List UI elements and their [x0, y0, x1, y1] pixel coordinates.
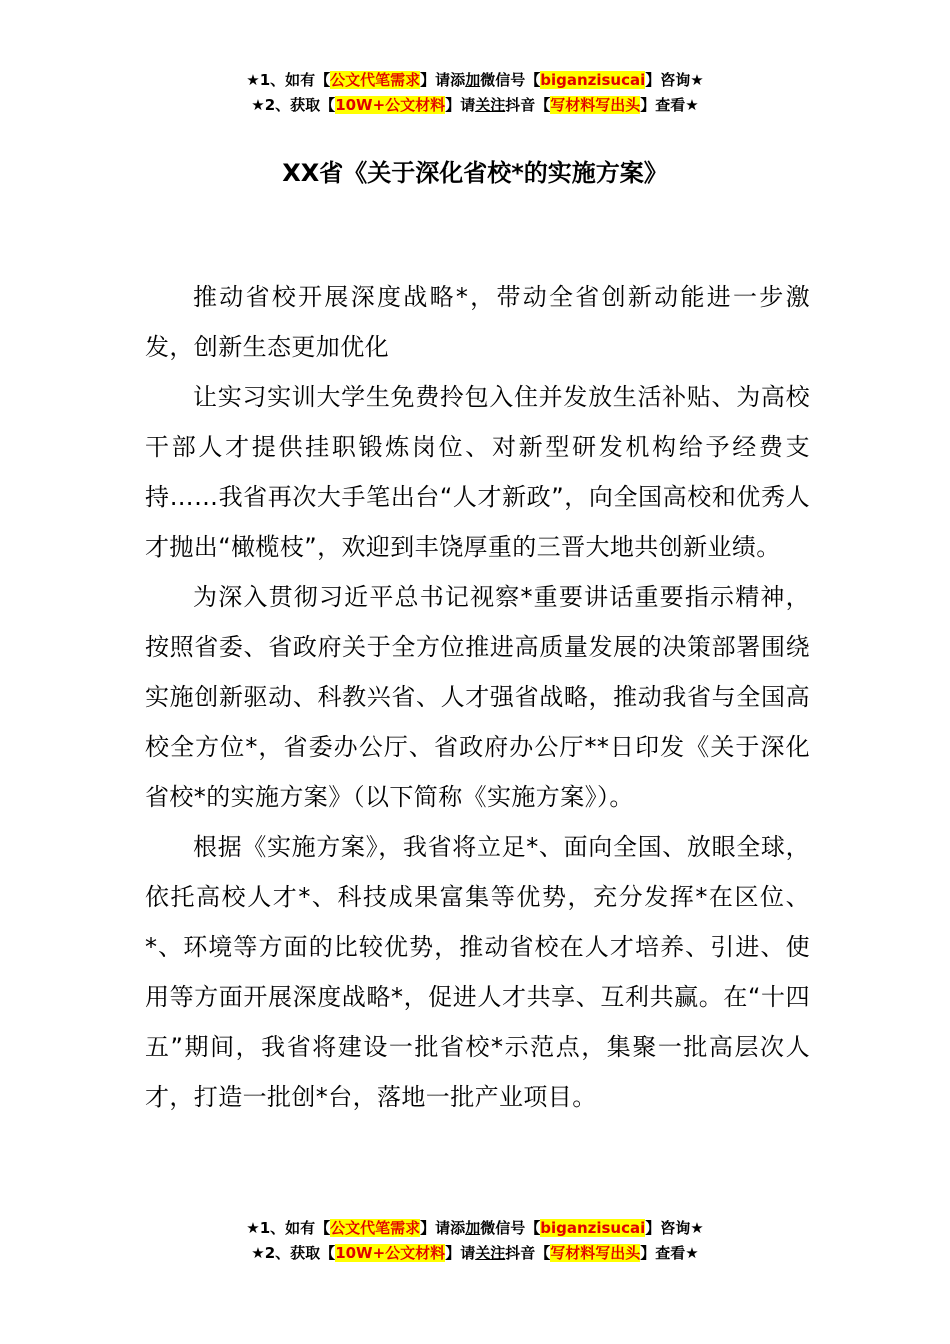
banner-line-2: ★2、获取【10W+公文材料】请关注抖音【写材料写出头】查看★ — [251, 96, 699, 114]
highlight-douyin-account: 写材料写出头 — [550, 1244, 641, 1262]
highlight-materials: 10W+公文材料 — [335, 96, 446, 114]
document-title: XX省《关于深化省校*的实施方案》 — [282, 159, 668, 187]
highlight-wechat-id: biganzisucai — [540, 71, 646, 89]
paragraph: 让实习实训大学生免费拎包入住并发放生活补贴、为高校干部人才提供挂职锻炼岗位、对新型研发机构给予经费支持……我省再次大手笔出台“人才新政”，向全国高校和优秀人才抛出“橄榄枝”，欢迎到丰饶厚重的三晋大地共创新业绩。 — [145, 383, 810, 561]
highlight-service: 公文代笔需求 — [330, 71, 421, 89]
highlight-douyin-account: 写材料写出头 — [550, 96, 641, 114]
highlight-wechat-id: biganzisucai — [540, 1219, 646, 1237]
banner-line-1: ★1、如有【公文代笔需求】请添加微信号【biganzisucai】咨询★ — [246, 1219, 704, 1237]
paragraph: 推动省校开展深度战略*，带动全省创新动能进一步激发，创新生态更加优化 — [145, 283, 810, 361]
header-banner — [0, 68, 950, 118]
highlight-materials: 10W+公文材料 — [335, 1244, 446, 1262]
footer-banner — [0, 1216, 950, 1266]
paragraph: 为深入贯彻习近平总书记视察*重要讲话重要指示精神，按照省委、省政府关于全方位推进高质量发展的决策部署围绕实施创新驱动、科教兴省、人才强省战略，推动我省与全国高校全方位*，省委办公厅、省政府办公厅**日印发《关于深化省校*的实施方案》（以下简称《实施方案》）。 — [145, 583, 810, 811]
document-body — [145, 272, 810, 1122]
paragraph: 根据《实施方案》，我省将立足*、面向全国、放眼全球，依托高校人才*、科技成果富集等优势，充分发挥*在区位、*、环境等方面的比较优势，推动省校在人才培养、引进、使用等方面开展深度战略*，促进人才共享、互利共赢。在“十四五”期间，我省将建设一批省校*示范点，集聚一批高层次人才，打造一批创*台，落地一批产业项目。 — [145, 833, 810, 1111]
banner-line-2: ★2、获取【10W+公文材料】请关注抖音【写材料写出头】查看★ — [251, 1244, 699, 1262]
banner-line-1: ★1、如有【公文代笔需求】请添加微信号【biganzisucai】咨询★ — [246, 71, 704, 89]
highlight-service: 公文代笔需求 — [330, 1219, 421, 1237]
